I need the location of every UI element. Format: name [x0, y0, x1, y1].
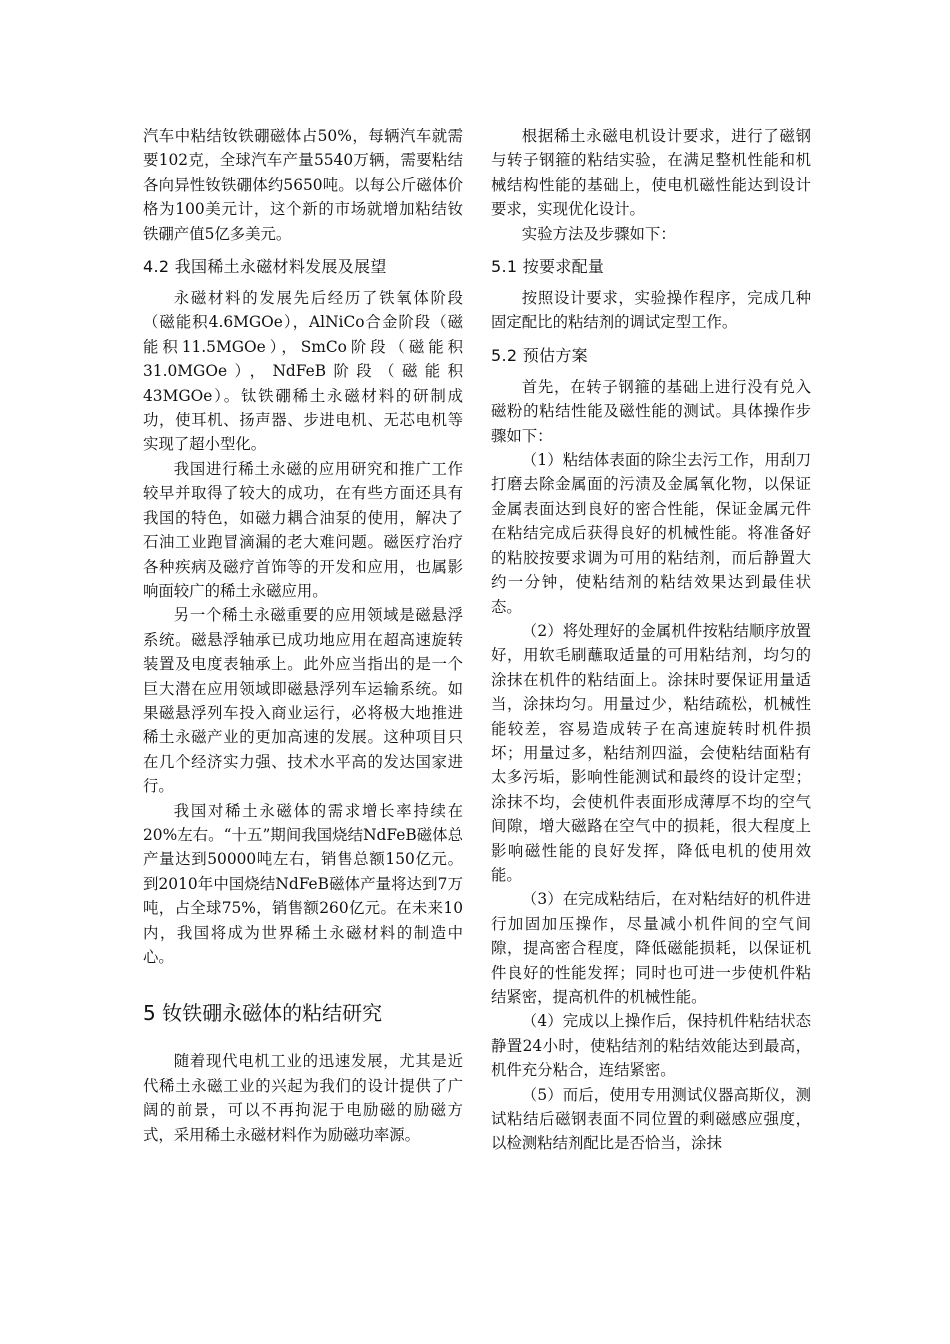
right-column	[491, 124, 811, 1156]
step-3: （3）在完成粘结后，在对粘结好的机件进行加固加压操作，尽量减小机件间的空气间隙，提高密合程度，降低磁能损耗，以保证机件良好的性能发挥；同时也可进一步使机件粘结紧密，提高机件的机械性能。	[491, 890, 811, 1006]
section-heading-5-1: 5.1 按要求配量	[491, 257, 605, 277]
paragraph-4-2-1: 永磁材料的发展先后经历了铁氧体阶段（磁能积4.6MGOe），AlNiCo合金阶段（磁能积11.5MGOe），SmCo阶段（磁能积31.0MGOe），NdFeB阶段（磁能积43MGOe）。钛铁硼稀土永磁材料的研制成功，使耳机、扬声器、步进电机、无芯电机等实现了超小型化。	[143, 289, 463, 454]
paragraph-5-2: 根据稀土永磁电机设计要求，进行了磁钢与转子钢箍的粘结实验，在满足整机性能和机械结构性能的基础上，使电机磁性能达到设计要求，实现优化设计。	[491, 127, 811, 219]
step-5: （5）而后，使用专用测试仪器高斯仪，测试粘结后磁钢表面不同位置的剩磁感应强度，以检测粘结剂配比是否恰当，涂抹	[491, 1085, 811, 1153]
left-column	[143, 124, 463, 1147]
paragraph-5-3: 实验方法及步骤如下：	[521, 224, 676, 243]
step-4: （4）完成以上操作后，保持机件粘结状态静置24小时，使粘结剂的粘结效能达到最高，机件充分粘合，连结紧密。	[491, 1012, 811, 1080]
paragraph-5-1-1: 按照设计要求，实验操作程序，完成几种固定配比的粘结剂的调试定型工作。	[491, 289, 811, 332]
paragraph-4-2-3: 另一个稀土永磁重要的应用领域是磁悬浮系统。磁悬浮轴承已成功地应用在超高速旋转装置及电度表轴承上。此外应当指出的是一个巨大潜在应用领域即磁悬浮列车运输系统。如果磁悬浮列车投入商业运行，必将极大地推进稀土永磁产业的更加高速的发展。这种项目只在几个经济实力强、技术水平高的发达国家进行。	[143, 606, 463, 796]
paragraph-4-2-4: 我国对稀土永磁体的需求增长率持续在20%左右。“十五”期间我国烧结NdFeB磁体总产量达到50000吨左右，销售总额150亿元。到2010年中国烧结NdFeB磁体产量将达到7万吨，占全球75%，销售额260亿元。在未来10内，我国将成为世界稀土永磁材料的制造中心。	[143, 801, 463, 966]
step-1: （1）粘结体表面的除尘去污工作，用刮刀打磨去除金属面的污渍及金属氧化物，以保证金属表面达到良好的密合性能，保证金属元件在粘结完成后获得良好的机械性能。将准备好的粘胶按要求调为可用的粘结剂，而后静置大约一分钟，使粘结剂的粘结效果达到最佳状态。	[491, 451, 811, 616]
section-heading-5-2: 5.2 预估方案	[491, 345, 588, 365]
paragraph-4-2-2: 我国进行稀土永磁的应用研究和推广工作较早并取得了较大的成功，在有些方面还具有我国的特色，如磁力耦合油泵的使用，解决了石油工业跑冒滴漏的老大难问题。磁医疗治疗各种疾病及磁疗首饰等的开发和应用，也属影响面较广的稀土永磁应用。	[143, 459, 463, 600]
step-2: （2）将处理好的金属机件按粘结顺序放置好，用软毛刷蘸取适量的可用粘结剂，均匀的涂抹在机件的粘结面上。涂抹时要保证用量适当，涂抹均匀。用量过少，粘结疏松，机械性能较差，容易造成转子在高速旋转时机件损坏；用量过多，粘结剂四溢，会使粘结面粘有太多污垢，影响性能测试和最终的设计定型；涂抹不均，会使机件表面形成薄厚不均的空气间隙，增大磁路在空气中的损耗，很大程度上影响磁性能的良好发挥，降低电机的使用效能。	[491, 621, 811, 884]
chapter-heading-5: 5 钕铁硼永磁体的粘结研究	[143, 1001, 383, 1026]
section-heading-4-2: 4.2 我国稀土永磁材料发展及展望	[143, 257, 387, 277]
paragraph-5-2-1: 首先，在转子钢箍的基础上进行没有兑入磁粉的粘结性能及磁性能的测试。具体操作步骤如下：	[491, 377, 811, 445]
paragraph-5-1: 随着现代电机工业的迅速发展，尤其是近代稀土永磁工业的兴起为我们的设计提供了广阔的前景，可以不再拘泥于电励磁的励磁方式，采用稀土永磁材料作为励磁功率源。	[143, 1052, 463, 1144]
paragraph-intro: 汽车中粘结钕铁硼磁体占50%，每辆汽车就需要102克，全球汽车产量5540万辆，需要粘结各向异性钕铁硼体约5650吨。以每公斤磁体价格为100美元计，这个新的市场就增加粘结钕铁硼产值5亿多美元。	[143, 127, 463, 243]
